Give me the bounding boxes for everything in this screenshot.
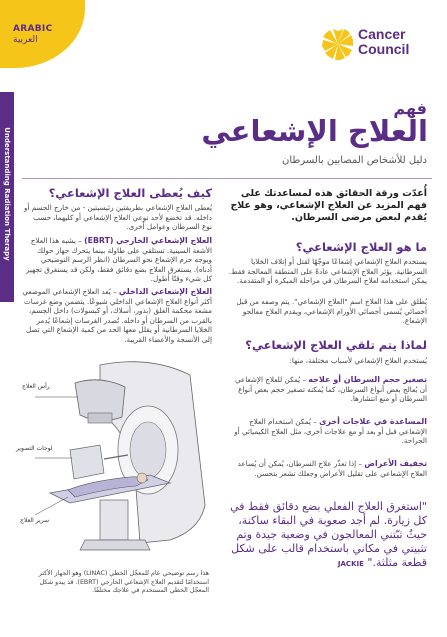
- how-paragraph: يُعطى العلاج الإشعاعي بطريقتين رئيسيتين - من خارج الجسم أو داخله. قد تخضع لأحد نوعي العلاج الإشعاعي أو كليهما، حسب نوع السرطان وعوامل أخرى.: [23, 203, 212, 232]
- label-treatment-couch: سرير العلاج: [20, 517, 50, 524]
- language-label-ar: العربية: [13, 35, 38, 45]
- internal-title: العلاج الإشعاعي الداخلي: [118, 287, 212, 296]
- intro-paragraph: أُعدّت ورقة الحقائق هذه لمساعدتك على فهم المزيد عن العلاج الإشعاعي، وهو علاج يُقدم لبعض مرضى السرطان.: [230, 188, 427, 223]
- why-item-shrink-title: تصغير حجم السرطان أو علاجه: [308, 375, 427, 384]
- why-item-other-title: المساعدة في علاجات أخرى: [319, 417, 427, 426]
- linac-illustration: [16, 355, 215, 565]
- label-imaging-panels: لوحات التصوير: [16, 445, 53, 452]
- sidebar-label: [0, 103, 14, 285]
- ebrt-text: – يشبه هذا العلاج الأشعة السينية. تستلقي على طاولة بينما يتحرك جهاز حولك ويوجه حزم الإشعاع نحو السرطان (انظر الرسم التوضيحي أدناه). يستغرق العلاج بضع دقائق فقط، ولكن قد يستغرق تجهيز كل شيء وقتًا أطول.: [25, 236, 212, 284]
- how-heading: كيف يُعطى العلاج الإشعاعي؟: [48, 186, 212, 200]
- quote-author: JACKIE: [337, 560, 364, 568]
- ebrt-title: العلاج الإشعاعي الخارجي (EBRT): [84, 236, 212, 245]
- why-item-shrink-text: – يُمكن للعلاج الإشعاعي أن يُعالج بعض أنواع السرطان، كما يُمكنه تصغير حجم بعض أنواع السرطان أو منع انتشارها.: [234, 375, 427, 404]
- language-label-en: ARABIC: [13, 24, 53, 34]
- sidebar-label-bold: Radiation Therapy: [3, 188, 11, 261]
- why-intro: يُستخدم العلاج الإشعاعي لأسباب مختلفة، منها:: [289, 356, 427, 365]
- what-paragraph-2: يُطلق على هذا العلاج اسم "العلاج الإشعاعي". يتم وصفه من قبل أخصائي يُسمى أخصائي الأورام الإشعاعي، ويقدم العلاج معالجو الإشعاع.: [236, 297, 427, 326]
- why-item-other-text: – يُمكن استخدام العلاج الإشعاعي قبل أو بعد أو مع علاجات أخرى، مثل العلاج الكيميائي أو الجراحة.: [234, 417, 427, 446]
- sidebar-label-plain: Understanding: [3, 127, 11, 189]
- illustration-caption: هذا رسم توضيحي عام للمعجّل الخطي (LINAC) وهو الجهاز الأكثر استخدامًا لتقديم العلاج الإشعاعي الخارجي (EBRT). قد يبدو شكل المعجّل الخطي المستخدم في علاجك مختلفًا.: [38, 570, 209, 594]
- title-prefix: فهم: [393, 99, 427, 118]
- internal-text: – يُعد العلاج الإشعاعي الموضعي أكثر أنواع العلاج الإشعاعي الداخلي شيوعًا. يتضمن وضع غرسات مشعة محكمة الغلق (بذور، أسلاك، أو كبسولات) داخل الجسم، بالقرب من السرطان أو داخله. تُصدر الغرسات إشعاعًا يُدمر الخلايا السرطانية أو يقلل معها الحد من كمية الإشعاع التي تصل إلى الأنسجة والأعضاء القريبة.: [22, 287, 212, 344]
- corner-decoration: [0, 0, 85, 68]
- page-subtitle: دليل للأشخاص المصابين بالسرطان: [281, 155, 427, 166]
- why-item-shrink: [227, 375, 427, 404]
- header-divider: [22, 178, 432, 179]
- logo-wordmark: [358, 27, 409, 57]
- cancer-council-logo-icon: [321, 27, 355, 61]
- what-heading: ما هو العلاج الإشعاعي؟: [295, 240, 427, 254]
- why-item-symptoms-title: تخفيف الأعراض: [364, 459, 427, 468]
- why-item-symptoms-text: – إذا تعذّر علاج السرطان، يُمكن أن يُساعد العلاج الإشعاعي على تقليل الأعراض وجعلك تشعر بتحسن.: [237, 459, 427, 478]
- ebrt-paragraph: [22, 236, 212, 284]
- why-item-other: [227, 417, 427, 446]
- logo-line-1: Cancer: [358, 26, 406, 42]
- why-item-symptoms: [227, 459, 427, 478]
- label-treatment-head: رأس العلاج: [22, 383, 50, 390]
- page-title: العلاج الإشعاعي: [201, 114, 428, 148]
- why-heading: لماذا يتم تلقي العلاج الإشعاعي؟: [245, 338, 427, 352]
- logo-line-2: Council: [358, 41, 410, 57]
- patient-quote: [222, 500, 427, 571]
- internal-paragraph: [22, 287, 212, 345]
- quote-text: "استغرق العلاج الفعلي بضع دقائق فقط في كل زيارة. لم أجد صعوبة في البقاء ساكنة، حيثُ ثبّتني المعالجون في وضعية جيدة وتم تثبيتي في مكاني باستخدام قالب على شكل قطعة مثلثة.": [230, 500, 427, 569]
- what-paragraph-1: يستخدم العلاج الإشعاعي إشعاعًا موجّهًا لقتل أو إتلاف الخلايا السرطانية. يؤثر العلاج الإشعاعي عادةً على المنطقة المعالجة فقط. يمكن استخدامه لعلاج السرطان في مراحله المبكرة أو المتقدمة.: [228, 257, 427, 286]
- intro-text: [227, 188, 427, 224]
